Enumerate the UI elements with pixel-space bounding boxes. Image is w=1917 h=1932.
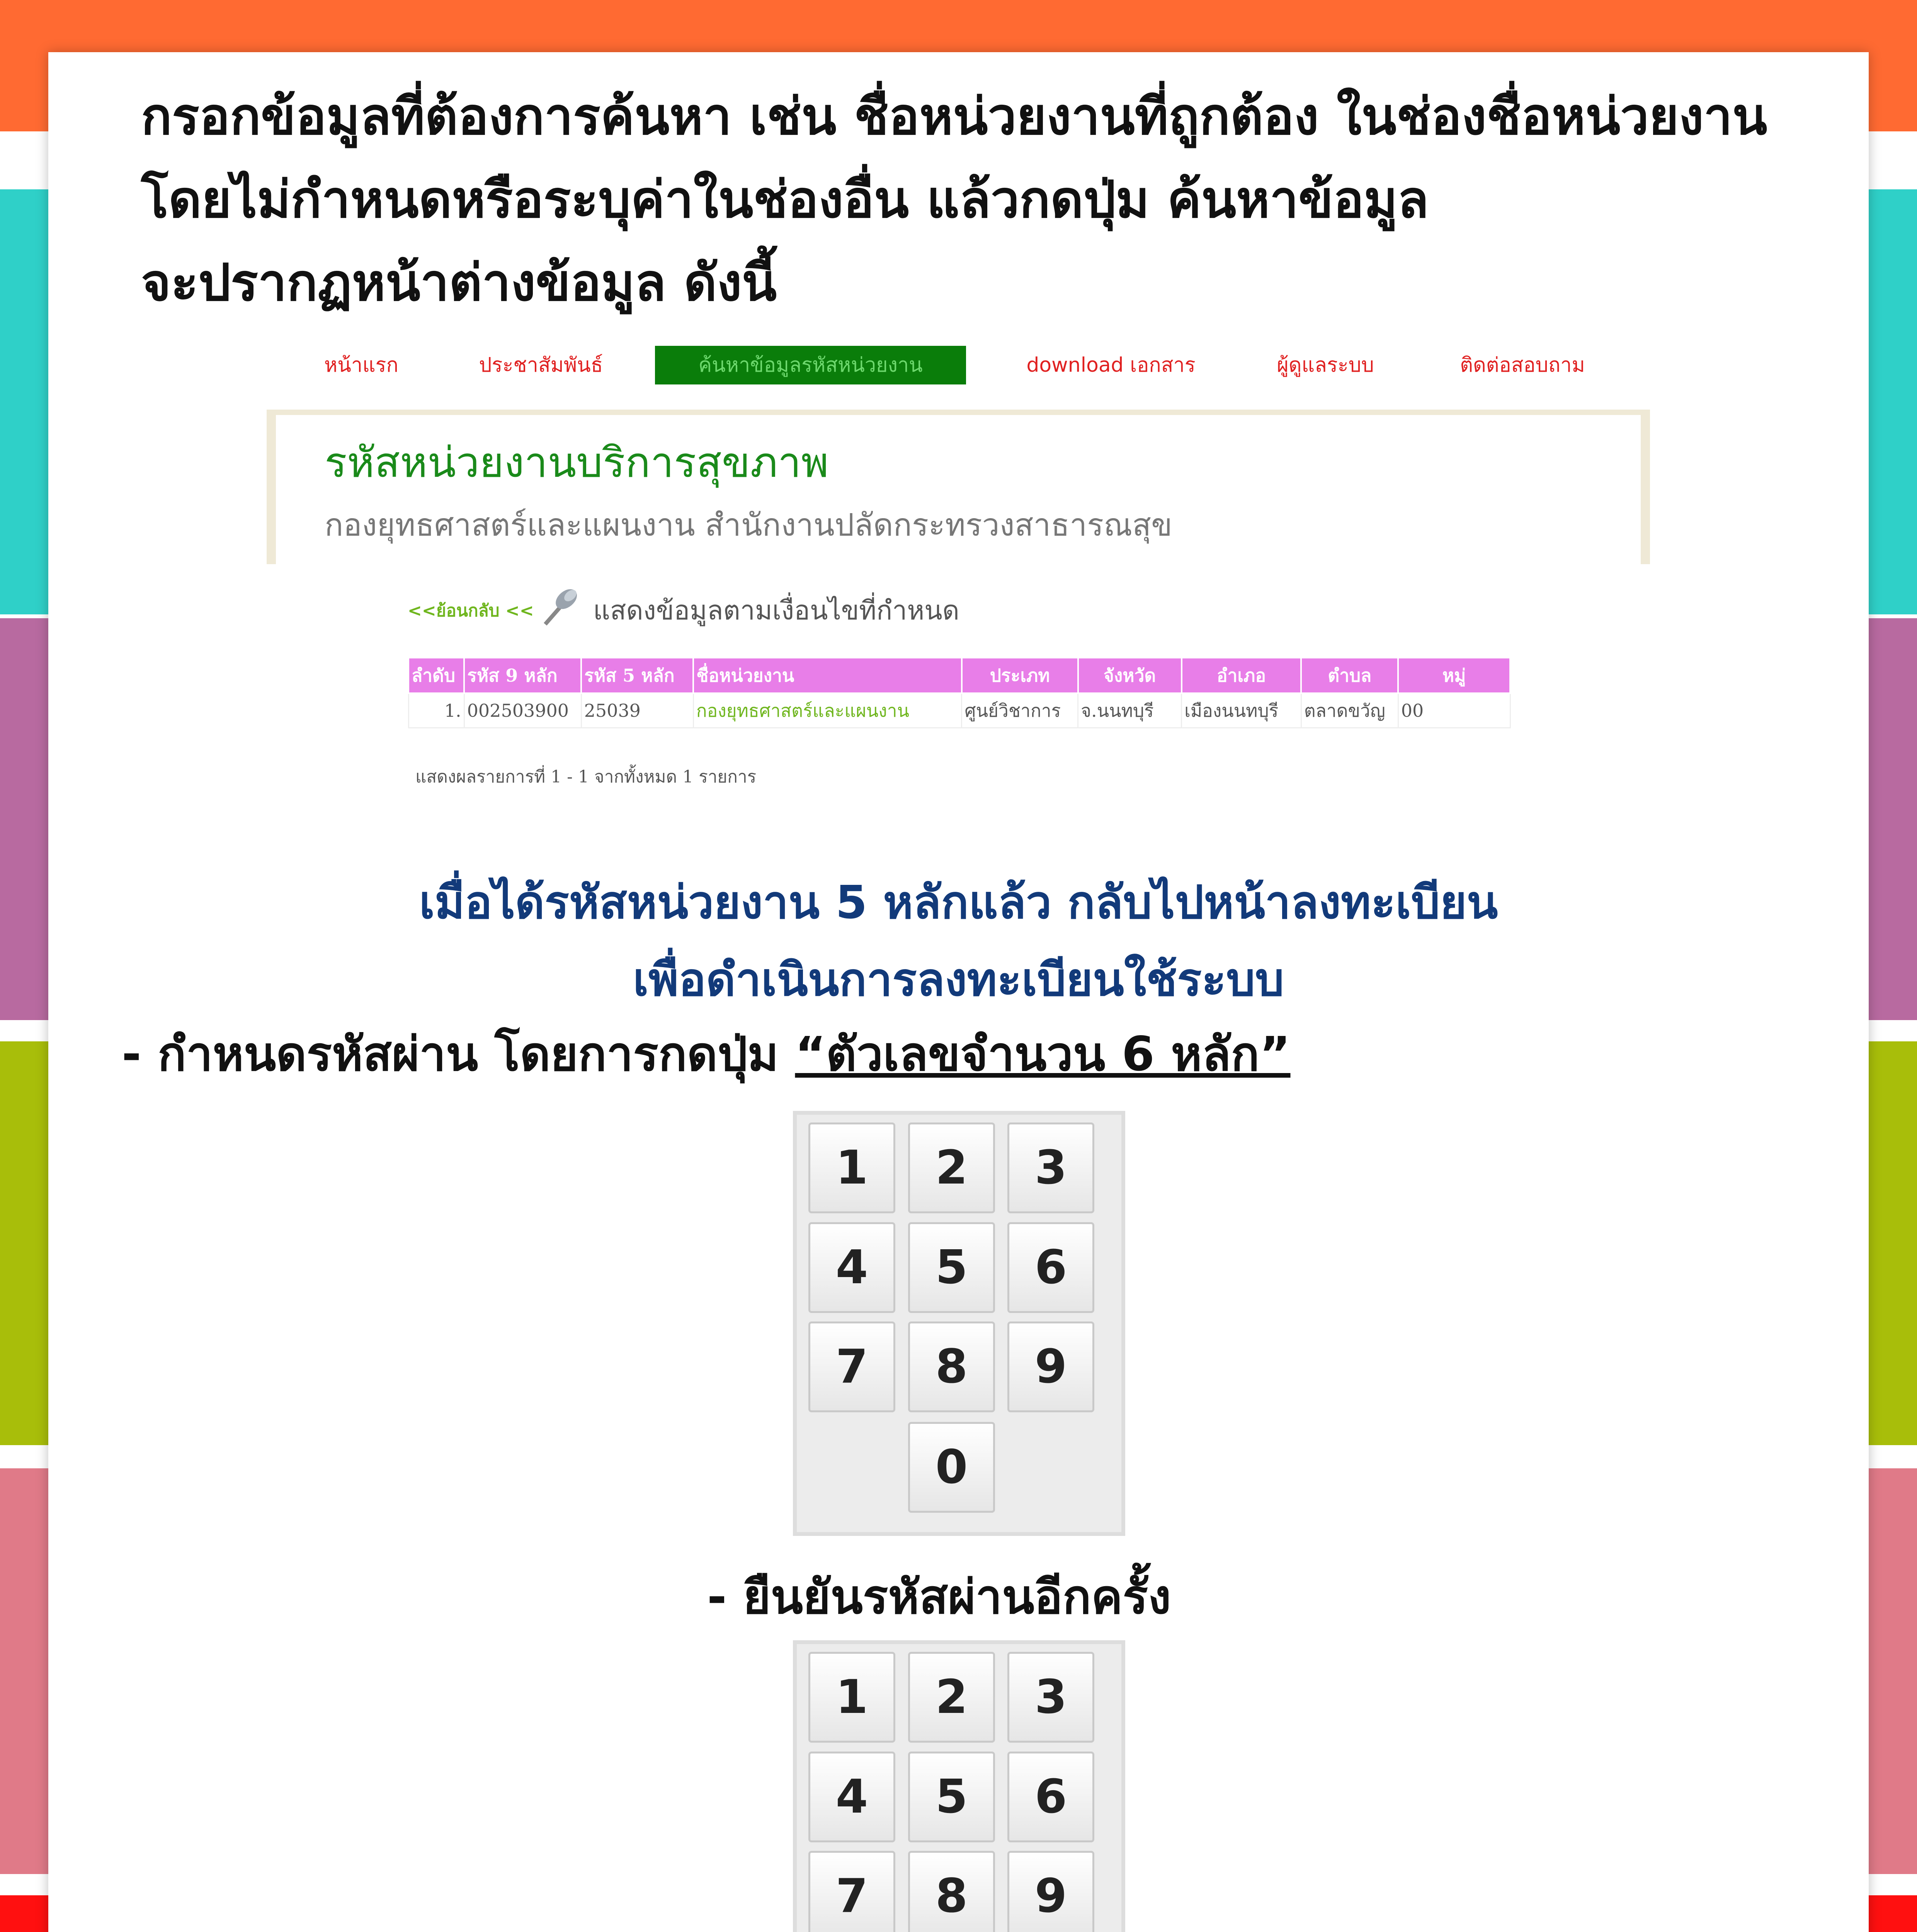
col-header: รหัส 9 หลัก [464, 658, 581, 693]
table-cell: เมืองนนทบุรี [1182, 693, 1301, 728]
frame-stripe [0, 189, 50, 614]
col-header: ตำบล [1301, 658, 1398, 693]
result-table [408, 657, 1511, 728]
nav-item-contact[interactable]: ติดต่อสอบถาม [1460, 354, 1585, 377]
key-5[interactable]: 5 [908, 1752, 995, 1842]
table-cell: 002503900 [464, 693, 581, 728]
key-1[interactable]: 1 [808, 1652, 895, 1743]
key-2[interactable]: 2 [908, 1652, 995, 1743]
intro-paragraph [141, 75, 1803, 325]
col-header: รหัส 5 หลัก [581, 658, 693, 693]
frame-stripe [1867, 1468, 1917, 1874]
nav-item-home[interactable]: หน้าแรก [324, 354, 398, 377]
step-text: - กำหนดรหัสผ่าน โดยการกดปุ่ม [122, 1027, 795, 1082]
condition-label: แสดงข้อมูลตามเงื่อนไขที่กำหนด [593, 595, 959, 626]
table-cell: ศูนย์วิชาการ [962, 693, 1078, 728]
frame-stripe [0, 1041, 50, 1445]
result-summary: แสดงผลรายการที่ 1 - 1 จากทั้งหมด 1 รายการ [415, 767, 757, 787]
headline-line: เมื่อได้รหัสหน่วยงาน 5 หลักแล้ว กลับไปหน้าลงทะเบียน [419, 876, 1498, 929]
intro-line: โดยไม่กำหนดหรือระบุค่าในช่องอื่น แล้วกดปุ่ม ค้นหาข้อมูล [141, 170, 1429, 230]
keypad-set-password [793, 1111, 1125, 1536]
key-8[interactable]: 8 [908, 1321, 995, 1412]
key-6[interactable]: 6 [1007, 1222, 1094, 1313]
nav-item-download[interactable]: download เอกสาร [1026, 354, 1196, 377]
site-title: รหัสหน่วยงานบริการสุขภาพ [325, 439, 829, 487]
col-header: ชื่อหน่วยงาน [693, 658, 962, 693]
frame-stripe [0, 1895, 50, 1932]
frame-stripe [0, 1468, 50, 1874]
back-link[interactable]: <<ย้อนกลับ << [408, 601, 534, 621]
intro-line: กรอกข้อมูลที่ต้องการค้นหา เช่น ชื่อหน่วยงานที่ถูกต้อง ในช่องชื่อหน่วยงาน [141, 87, 1767, 146]
key-2[interactable]: 2 [908, 1122, 995, 1213]
frame-stripe [1867, 1895, 1917, 1932]
key-1[interactable]: 1 [808, 1122, 895, 1213]
key-7[interactable]: 7 [808, 1851, 895, 1932]
keypad-confirm-password [793, 1640, 1125, 1932]
col-header: หมู่ [1398, 658, 1510, 693]
table-cell: 00 [1398, 693, 1510, 728]
frame-top-bar [0, 0, 1917, 52]
step-set-password [122, 1016, 1291, 1091]
key-8[interactable]: 8 [908, 1851, 995, 1932]
frame-stripe [0, 52, 50, 131]
table-cell: ตลาดขวัญ [1301, 693, 1398, 728]
key-7[interactable]: 7 [808, 1321, 895, 1412]
step-confirm-password: - ยืนยันรหัสผ่านอีกครั้ง [707, 1570, 1171, 1624]
nav-item-admin[interactable]: ผู้ดูแลระบบ [1277, 354, 1374, 377]
frame-stripe [1867, 52, 1917, 131]
nav-item-pr[interactable]: ประชาสัมพันธ์ [479, 354, 603, 377]
site-subtitle: กองยุทธศาสตร์และแผนงาน สำนักงานปลัดกระทรวงสาธารณสุข [325, 507, 1172, 543]
table-cell: 1. [408, 693, 464, 728]
key-9[interactable]: 9 [1007, 1851, 1094, 1932]
table-cell: จ.นนทบุรี [1078, 693, 1182, 728]
col-header: จังหวัด [1078, 658, 1182, 693]
step-emphasis: “ตัวเลขจำนวน 6 หลัก” [795, 1027, 1291, 1082]
key-3[interactable]: 3 [1007, 1122, 1094, 1213]
frame-stripe [1867, 189, 1917, 614]
site-nav [301, 346, 1615, 388]
key-9[interactable]: 9 [1007, 1321, 1094, 1412]
table-header-row [408, 658, 1510, 693]
key-0[interactable]: 0 [908, 1422, 995, 1513]
intro-line: จะปรากฏหน้าต่างข้อมูล ดังนี้ [141, 253, 777, 313]
key-4[interactable]: 4 [808, 1222, 895, 1313]
table-row [408, 693, 1510, 728]
key-5[interactable]: 5 [908, 1222, 995, 1313]
col-header: อำเภอ [1182, 658, 1301, 693]
frame-stripe [1867, 1041, 1917, 1445]
table-cell: 25039 [581, 693, 693, 728]
col-header: ลำดับ [408, 658, 464, 693]
pin-icon [535, 582, 585, 632]
key-4[interactable]: 4 [808, 1752, 895, 1842]
key-3[interactable]: 3 [1007, 1652, 1094, 1743]
headline-line: เพื่อดำเนินการลงทะเบียนใช้ระบบ [633, 953, 1284, 1006]
nav-item-search-unit[interactable]: ค้นหาข้อมูลรหัสหน่วยงาน [655, 346, 966, 384]
key-6[interactable]: 6 [1007, 1752, 1094, 1842]
col-header: ประเภท [962, 658, 1078, 693]
table-cell-unit-link[interactable]: กองยุทธศาสตร์และแผนงาน [693, 693, 962, 728]
